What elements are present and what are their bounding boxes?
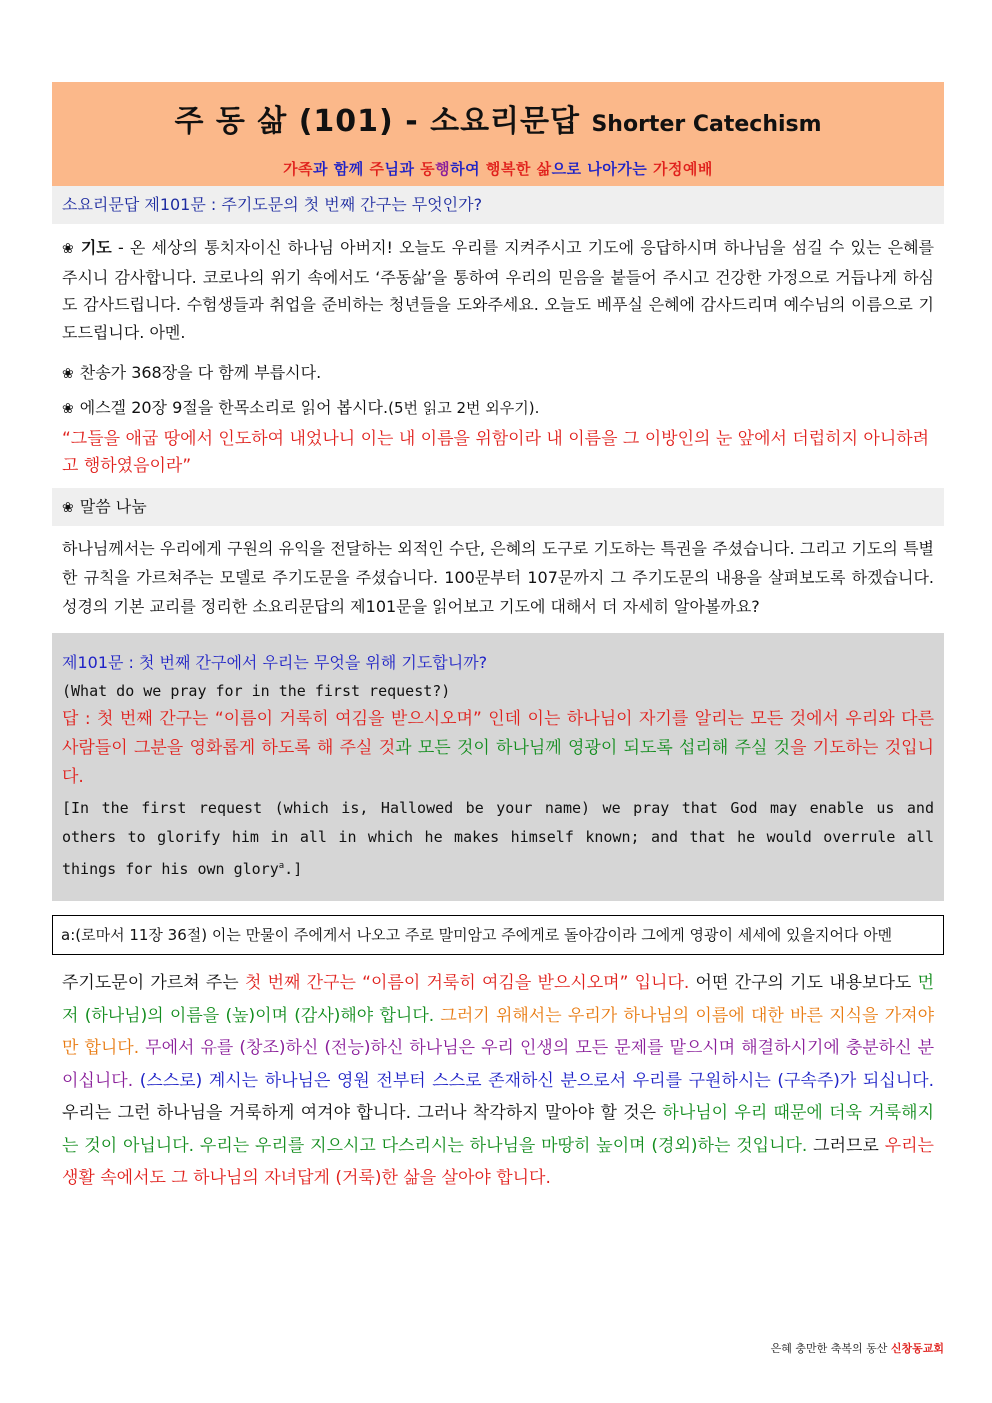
qa-answer bbox=[62, 705, 934, 792]
sharing-bar bbox=[52, 488, 944, 526]
scripture-verse: “그들을 애굽 땅에서 인도하여 내었나니 이는 내 이름을 위함이라 내 이름을 그 이방인의 눈 앞에서 더럽히지 아니하려고 행하였음이라” bbox=[62, 429, 930, 476]
catechism-page bbox=[52, 82, 944, 1195]
header-banner bbox=[52, 82, 944, 186]
reading-note: (5번 읽고 2번 외우기). bbox=[388, 399, 540, 417]
closing-segment: 첫 번째 간구는 “이름이 거룩히 여김을 받으시오며” 입니다. bbox=[244, 973, 690, 993]
flower-icon: ❀ bbox=[62, 500, 74, 516]
qa-answer-english bbox=[62, 794, 934, 884]
sharing-label: 말씀 나눔 bbox=[79, 497, 147, 516]
subtitle-segment: 가정예배 bbox=[652, 160, 713, 178]
title-main: 주 동 삶 (101) - 소요리문답 bbox=[174, 104, 580, 139]
footnote-marker: a bbox=[278, 861, 285, 871]
answer-segment: 과 모든 것이 하나님께 영광이 되도록 섭리해 주실 것 bbox=[395, 738, 791, 758]
prayer-text: - 온 세상의 통치자이신 하나님 아버지! 오늘도 우리를 지켜주시고 기도에 응답하시며 하나님을 섬길 수 있는 은혜를 주시니 감사합니다. 코로나의 위기 속에서도 ‘주동삶’을 통하여 우리의 믿음을 붙들어 주시고 건강한 가정으로 거듭나게 하심도 감사드립니다. 수험생들과 취업을 준비하는 청년들을 도와주세요. 오늘도 베푸실 은혜에 감사드리며 예수님의 이름으로 기도드립니다. 아멘. bbox=[62, 238, 934, 342]
closing-segment: 무에서 유를 (창조)하신 (전능)하신 하나님은 우리 인생의 모든 문제를 맡으시며 해결하시기에 충분하신 분이십니다. bbox=[62, 1038, 934, 1091]
subtitle-segment: 동 bbox=[420, 160, 436, 178]
footer bbox=[771, 1340, 944, 1356]
flower-icon: ❀ bbox=[62, 366, 74, 382]
closing-segment: (스스로) 계시는 하나님은 영원 전부터 스스로 존재하신 분으로서 우리를 구원하시는 (구속주)가 되십니다. bbox=[133, 1070, 934, 1091]
question-bar: 소요리문답 제101문 : 주기도문의 첫 번째 간구는 무엇인가? bbox=[52, 186, 944, 224]
footer-text: 은혜 충만한 축복의 동산 bbox=[770, 1342, 888, 1355]
closing-paragraph bbox=[52, 955, 944, 1195]
answer-english-end: .] bbox=[284, 860, 303, 878]
closing-segment: 그러므로 bbox=[807, 1135, 885, 1156]
answer-english-text: [In the first request (which is, Hallowed be your name) we pray that God may enable us and others to glorify him in all in which he makes himself known; and that he would overrule all things for his own glory bbox=[62, 799, 934, 878]
hymn-line bbox=[52, 356, 944, 391]
flower-icon: ❀ bbox=[62, 241, 75, 257]
closing-segment: 먼저 (하나님)의 이름을 (높)이며 (감사)해야 합니다. bbox=[62, 973, 934, 1026]
subtitle-segment: 행 bbox=[435, 160, 451, 178]
closing-segment: 우리는 생활 속에서도 그 하나님의 자녀답게 (거룩)한 삶을 살아야 합니다. bbox=[62, 1135, 934, 1188]
intro-paragraph: 하나님께서는 우리에게 구원의 유익을 전달하는 외적인 수단, 은혜의 도구로 기도하는 특권을 주셨습니다. 그리고 기도의 특별한 규칙을 가르쳐주는 모델로 주기도문을 주셨습니다. 100문부터 107문까지 그 주기도문의 내용을 살펴보도록 하겠습니다. 성경의 기본 교리를 정리한 소요리문답의 제101문을 읽어보고 기도에 대해서 더 자세히 알아볼까요? bbox=[62, 539, 934, 616]
page-title bbox=[52, 96, 944, 140]
subtitle-segment: 님과 bbox=[384, 160, 421, 178]
closing-segment: 그러기 위해서는 우리가 하나님의 이름에 대한 바른 지식을 가져야만 합니다. bbox=[62, 1005, 934, 1058]
subtitle-segment: 행복한 삶 bbox=[485, 160, 552, 178]
answer-segment: 을 기도하는 것입니다. bbox=[62, 738, 934, 787]
prayer-label: 기도 bbox=[80, 238, 112, 257]
church-name: 신창동교회 bbox=[890, 1342, 944, 1355]
subtitle-segment: 하여 bbox=[450, 160, 486, 178]
closing-segment: 어떤 간구의 기도 내용보다도 bbox=[689, 973, 918, 993]
closing-segment: 하나님이 우리 때문에 더욱 거룩해지는 것이 아닙니다. 우리는 우리를 지으시고 다스리시는 하나님을 마땅히 높이며 (경외)하는 것입니다. bbox=[62, 1103, 934, 1156]
subtitle-segment: 가족 bbox=[283, 160, 314, 178]
qa-question-english: (What do we pray for in the first request?) bbox=[62, 682, 451, 700]
qa-question: 제101문 : 첫 번째 간구에서 우리는 무엇을 위해 기도합니까? bbox=[62, 653, 488, 672]
hymn-text: 찬송가 368장을 다 함께 부릅시다. bbox=[79, 363, 322, 382]
closing-segment: 우리는 그런 하나님을 거룩하게 여겨야 합니다. 그러나 착각하지 말아야 할 것은 bbox=[62, 1103, 663, 1123]
prayer-section bbox=[52, 224, 944, 346]
title-english: Shorter Catechism bbox=[591, 112, 822, 137]
page-subtitle bbox=[52, 158, 944, 179]
subtitle-segment: 과 함께 bbox=[313, 160, 370, 178]
subtitle-segment: 주 bbox=[369, 160, 385, 178]
flower-icon: ❀ bbox=[62, 401, 74, 417]
question-answer-box bbox=[52, 633, 944, 901]
reading-line bbox=[52, 391, 944, 426]
closing-segment: 주기도문이 가르쳐 주는 bbox=[62, 973, 245, 993]
answer-segment: 답 : 첫 번째 간구는 “이름이 거룩히 여김을 받으시오며” 인데 이는 하나님이 자기를 알리는 모든 것에서 우리와 다른 사람들이 그분을 영화롭게 하도록 해 주실 것 bbox=[62, 709, 934, 758]
subtitle-segment: 으로 나아가는 bbox=[551, 160, 653, 178]
reading-text: 에스겔 20장 9절을 한목소리로 읽어 봅시다. bbox=[79, 398, 389, 417]
reference-box: a:(로마서 11장 36절) 이는 만물이 주에게서 나오고 주로 말미암고 주에게로 돌아감이라 그에게 영광이 세세에 있을지어다 아멘 bbox=[52, 915, 944, 955]
